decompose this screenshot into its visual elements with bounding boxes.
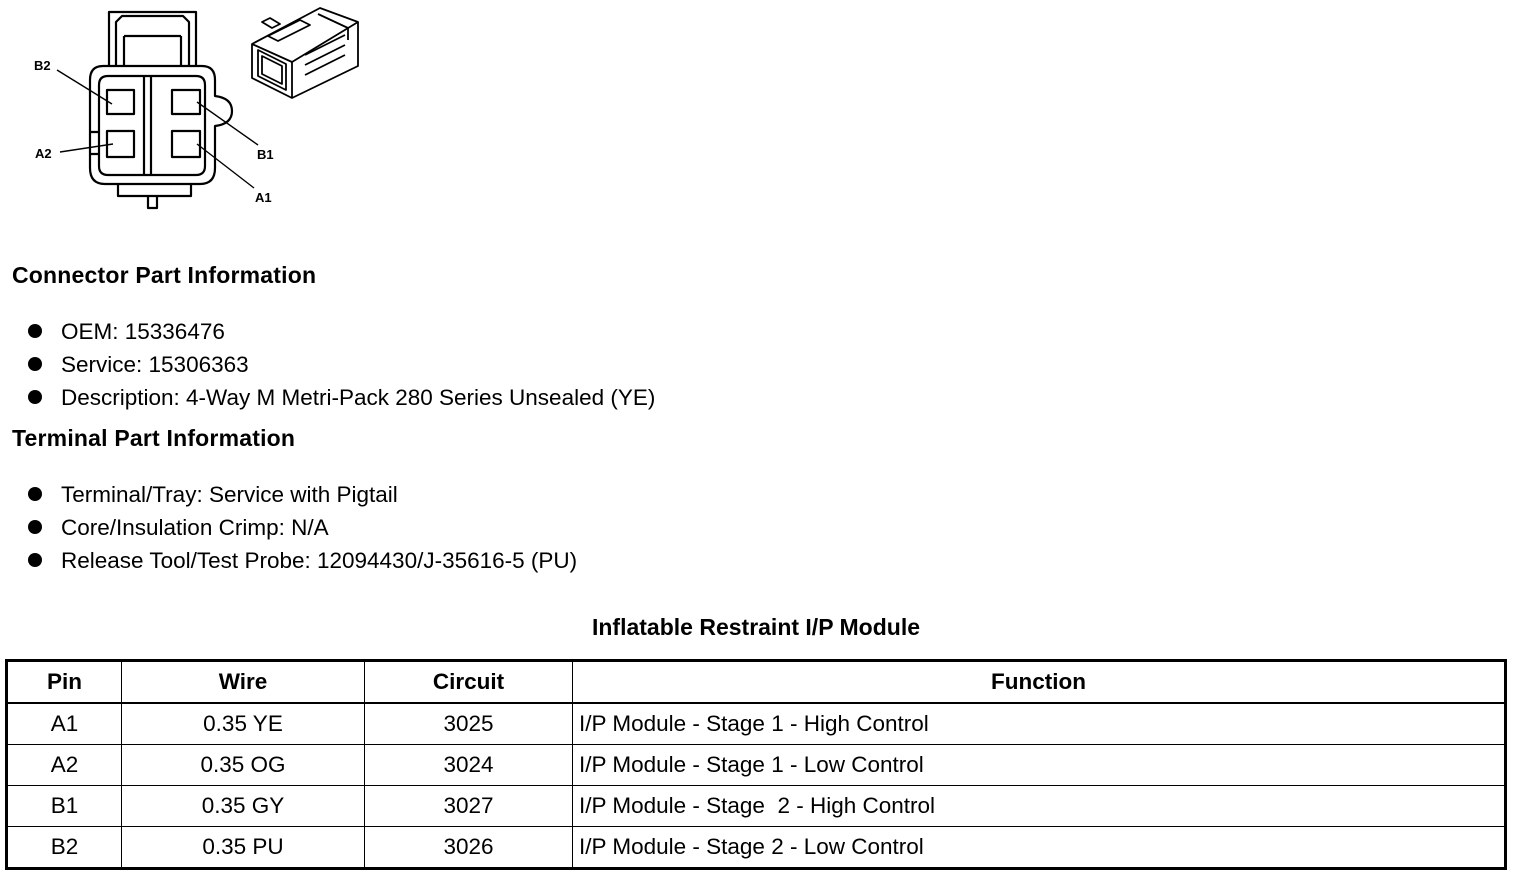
column-header-circuit: Circuit [365,661,573,704]
cell-wire: 0.35 GY [122,786,365,827]
list-item-text: Service: 15306363 [61,352,249,377]
cell-circuit: 3027 [365,786,573,827]
table-row [7,745,1506,786]
list-item-text: Release Tool/Test Probe: 12094430/J-35616-5 (PU) [61,548,578,573]
bullet-icon [28,553,42,567]
cell-wire: 0.35 PU [122,827,365,869]
cell-function: I/P Module - Stage 1 - Low Control [573,745,1506,786]
list-item-text: Description: 4-Way M Metri-Pack 280 Series Unsealed (YE) [61,385,656,410]
list-item [28,315,655,348]
bullet-icon [28,390,42,404]
table-header-row [7,661,1506,704]
connector-part-info-heading: Connector Part Information [12,262,317,288]
cell-pin: B1 [7,786,122,827]
pin-label-b1: B1 [257,147,274,162]
pinout-table [5,659,1507,870]
pin-label-a2: A2 [35,146,52,161]
pin-label-b2: B2 [34,58,51,73]
pin-label-a1: A1 [255,190,272,205]
bullet-icon [28,487,42,501]
cell-circuit: 3026 [365,827,573,869]
list-item [28,478,577,511]
connector-isometric-image [252,8,358,98]
terminal-part-info-heading: Terminal Part Information [12,425,296,451]
column-header-wire: Wire [122,661,365,704]
column-header-function: Function [573,661,1506,704]
bullet-icon [28,357,42,371]
column-header-pin: Pin [7,661,122,704]
list-item [28,381,655,414]
list-item-text: Terminal/Tray: Service with Pigtail [61,482,398,507]
cell-pin: A2 [7,745,122,786]
list-item [28,511,577,544]
list-item [28,544,577,577]
table-title: Inflatable Restraint I/P Module [591,614,921,640]
bullet-icon [28,520,42,534]
table-row [7,703,1506,745]
cell-wire: 0.35 OG [122,745,365,786]
cell-circuit: 3024 [365,745,573,786]
cell-pin: B2 [7,827,122,869]
list-item [28,348,655,381]
connector-diagram [0,0,400,220]
cell-pin: A1 [7,703,122,745]
table-row [7,786,1506,827]
connector-part-info-list [28,315,655,414]
cell-function: I/P Module - Stage 1 - High Control [573,703,1506,745]
cell-circuit: 3025 [365,703,573,745]
cell-function: I/P Module - Stage 2 - Low Control [573,827,1506,869]
list-item-text: Core/Insulation Crimp: N/A [61,515,329,540]
cell-wire: 0.35 YE [122,703,365,745]
table-row [7,827,1506,869]
bullet-icon [28,324,42,338]
cell-function: I/P Module - Stage 2 - High Control [573,786,1506,827]
terminal-part-info-list [28,478,577,577]
list-item-text: OEM: 15336476 [61,319,225,344]
